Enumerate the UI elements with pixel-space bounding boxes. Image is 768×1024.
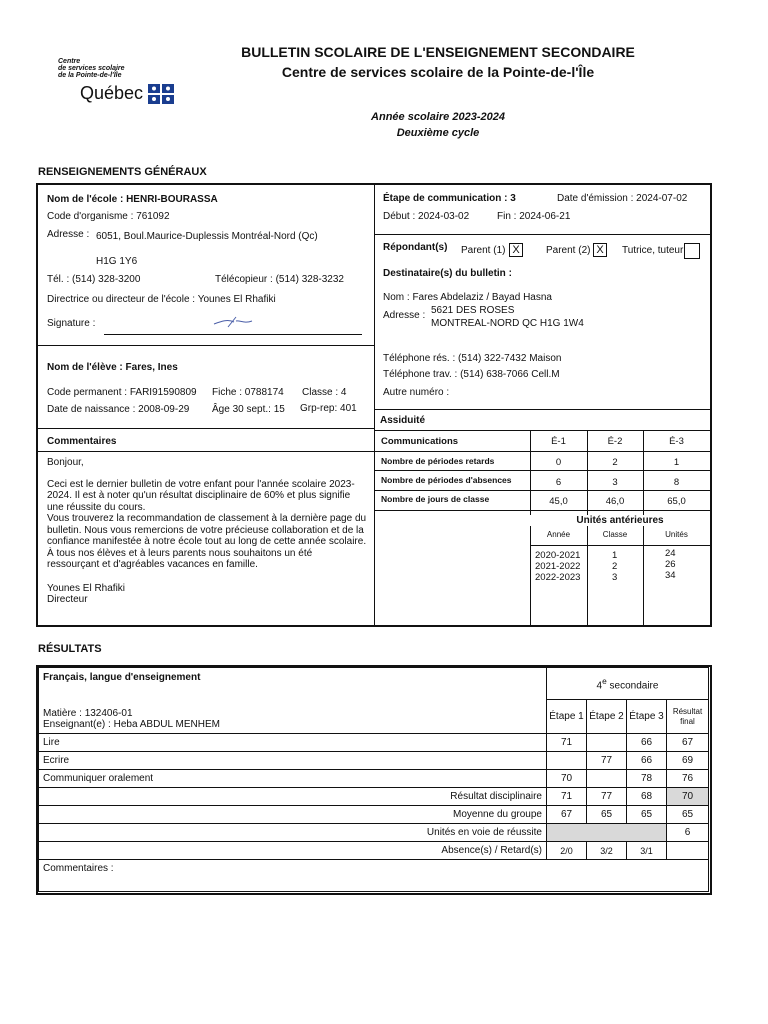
fleur-de-lys-flag-icon [148,84,174,104]
fin-row [497,211,570,222]
tel-trav-note: Cell.M [531,369,560,380]
unites-head-unites: Unités [665,530,688,539]
grade-cell: 76 [667,770,709,788]
etape-row [383,193,516,204]
director-label: Directrice ou directeur de l'école : [47,294,196,305]
grade-cell [547,752,587,770]
unites-class: 1 [612,550,618,561]
assiduite-head-e1: É-1 [551,436,566,447]
abs-cell: 3/2 [587,842,627,860]
parent1-checkbox[interactable]: X [509,243,523,257]
student-name: Fares, Ines [125,362,178,373]
logo-quebec: Québec [80,83,144,103]
assiduite-head-e3: É-3 [669,436,684,447]
debut-label: Début : [383,211,416,222]
dob: 2008-09-29 [138,404,190,415]
org-code-row [47,211,170,222]
fiche-label: Fiche : [212,387,243,398]
tel-res-note: Maison [529,353,562,364]
recipient-address-line2: MONTREAL-NORD QC H1G 1W4 [431,318,584,329]
grade-cell: 67 [667,734,709,752]
jours-e3: 65,0 [667,496,686,507]
age: 15 [273,404,285,415]
school-address-line2: H1G 1Y6 [96,256,138,267]
competency-label: Ecrire [39,752,547,770]
moy-cell: 65 [627,806,667,824]
unites-class: 3 [612,572,618,583]
results-section-title: RÉSULTATS [38,643,102,655]
grade-cell: 66 [627,734,667,752]
unites-unit: 34 [665,570,676,581]
unites-title: Unités antérieures [530,515,710,526]
moy-cell: 65 [587,806,627,824]
matiere-label: Matière : [43,708,82,719]
teacher: Heba ABDUL MENHEM [113,719,220,730]
retards-e1: 0 [555,457,562,468]
age-row [212,404,285,415]
unites-units [665,548,676,581]
tel-res-row [383,353,561,364]
comments-title: Commentaires [47,436,117,447]
absences-e3: 8 [673,477,680,488]
school-name: HENRI-BOURASSA [126,194,218,205]
disc-label: Résultat disciplinaire [39,788,547,806]
abs-label: Absence(s) / Retard(s) [39,842,547,860]
etape: 3 [510,193,516,204]
grade-cell: 66 [627,752,667,770]
tel-trav-label: Téléphone trav. : [383,369,458,380]
unites-unit: 26 [665,559,676,570]
recipient-address-label: Adresse : [383,310,426,321]
tel-res: (514) 322-7432 [458,353,527,364]
table-row [39,806,709,824]
school-tel-row [47,274,140,285]
disc-cell: 68 [627,788,667,806]
destinataires-label: Destinataire(s) du bulletin : [383,268,512,279]
abs-cell: 3/1 [627,842,667,860]
director-row [47,294,276,305]
table-row [39,752,709,770]
unites-reussite-label: Unités en voie de réussite [39,824,547,842]
school-address-line1: 6051, Boul.Maurice-Duplessis Montréal-Nord (Qc) [96,231,318,242]
debut-row [383,211,469,222]
emission: 2024-07-02 [636,193,688,204]
fiche-row [212,387,284,398]
cycle: Deuxième cycle [396,127,480,139]
grp: 401 [340,403,357,414]
grade-cell: 78 [627,770,667,788]
school-year: Année scolaire 2023-2024 [371,111,505,123]
logo-text-line1: Centre [58,58,81,65]
general-section-title: RENSEIGNEMENTS GÉNÉRAUX [38,166,207,178]
subject-cell [39,668,547,700]
fax-value: (514) 328-3232 [275,274,344,285]
col-etape3: Étape 3 [627,700,667,734]
unites-reussite-value: 6 [667,824,709,842]
school-label: Nom de l'école : [47,194,124,205]
student-name-label: Nom de l'élève : [47,362,123,373]
tel-res-label: Téléphone rés. : [383,353,456,364]
abs-cell-empty [667,842,709,860]
tel-trav-row [383,369,560,380]
logo-text-line2: de services scolaire [58,65,125,72]
grade-cell: 77 [587,752,627,770]
tel-value: (514) 328-3200 [72,274,141,285]
unites-year: 2021-2022 [535,561,581,572]
competency-label: Lire [39,734,547,752]
jours-e2: 46,0 [605,496,625,507]
fiche: 0788174 [244,387,284,398]
school-logo [58,58,178,108]
unites-class: 2 [612,561,618,572]
retards-label: Nombre de périodes retards [381,456,495,466]
unites-year: 2022-2023 [535,572,581,583]
level-text: secondaire [609,680,659,692]
recipient-name: Fares Abdelaziz / Bayad Hasna [412,292,552,303]
results-comments-label: Commentaires : [43,863,114,874]
comments-greeting: Bonjour, [47,457,84,468]
col-etape2: Étape 2 [587,700,627,734]
autre-numero-label: Autre numéro : [383,387,450,398]
classe-row [302,387,346,398]
grp-label: Grp-rep: [300,403,338,414]
recipient-address-line1: 5621 DES ROSES [431,305,515,316]
assiduite-head-label: Communications [381,436,459,447]
unites-classes [612,550,617,583]
recipient-name-label: Nom : [383,292,410,303]
table-row [39,842,709,860]
fin-label: Fin : [497,211,517,222]
comments-paragraph-2: Vous trouverez la recommandation de classement à la dernière page du bulletin. Nous vous remercions de votre précieuse collaboration et de la confiance manifestée à notre école tout au long de cette année scolaire. À tous nos élèves et à leurs parents nous souhaitons un été ressourçant et d'agréables vacances en famille. [47,513,367,570]
debut: 2024-03-02 [418,211,470,222]
student-name-row [47,362,178,373]
moy-cell: 67 [547,806,587,824]
logo-text-line3: de la Pointe-de-l'Île [58,72,122,79]
unites-reussite-blank [547,824,667,842]
absences-label: Nombre de périodes d'absences [381,475,512,485]
signature-image [212,315,256,329]
parent1-label: Parent (1) [461,245,506,256]
competency-label: Communiquer oralement [39,770,547,788]
parent2-checkbox[interactable]: X [593,243,607,257]
moy-cell: 65 [667,806,709,824]
parent2-label: Parent (2) [546,245,591,256]
school-address-label: Adresse : [47,229,90,240]
jours-label: Nombre de jours de classe [381,494,490,504]
fin: 2024-06-21 [519,211,571,222]
signature-label: Signature : [47,318,96,329]
col-final [667,700,709,734]
dob-row [47,404,189,415]
table-row [39,788,709,806]
col-final-line1: Résultat [672,706,703,716]
tel-trav: (514) 638-7066 [460,369,529,380]
classe-label: Classe : [302,387,339,398]
grp-row [300,403,357,414]
tel-label: Tél. : [47,274,70,285]
grade-cell: 69 [667,752,709,770]
grade-cell [587,770,627,788]
results-table [38,667,709,892]
level-num: 4 [596,680,603,692]
school-fax-row [215,274,344,285]
tutor-checkbox[interactable] [684,243,700,259]
grade-cell [587,734,627,752]
table-row [39,734,709,752]
disc-final-cell: 70 [667,788,709,806]
col-etape1: Étape 1 [547,700,587,734]
emission-label: Date d'émission : [557,193,634,204]
unites-year: 2020-2021 [535,550,581,561]
etape-label: Étape de communication : [383,193,508,204]
absences-e1: 6 [555,477,562,488]
retards-e3: 1 [673,457,680,468]
org-code-label: Code d'organisme : [47,211,134,222]
grade-cell: 71 [547,734,587,752]
perm-code-row [47,387,197,398]
moy-label: Moyenne du groupe [39,806,547,824]
dob-label: Date de naissance : [47,404,136,415]
results-comments-cell [39,860,709,892]
level-cell [547,668,709,700]
report-subtitle: Centre de services scolaire de la Pointe-de-l'Île [281,64,595,80]
unites-unit: 24 [665,548,676,559]
disc-cell: 77 [587,788,627,806]
subject-name: Français, langue d'enseignement [43,672,201,683]
comments-paragraph-1: Ceci est le dernier bulletin de votre enfant pour l'année scolaire 2023-2024. Il est à noter qu'un résultat disciplinaire de 60% et plus signifie une réussite du cours. [47,478,355,513]
grade-cell: 70 [547,770,587,788]
table-row [39,770,709,788]
unites-years [535,550,580,583]
unites-head-classe: Classe [602,530,628,539]
emission-row [557,193,687,204]
school-name-row [47,194,218,205]
assiduite-title: Assiduité [380,415,426,426]
matiere-cell [39,700,547,734]
absences-e2: 3 [612,477,618,488]
classe: 4 [340,387,347,398]
repondants-label: Répondant(s) [383,242,448,253]
teacher-label: Enseignant(e) : [43,719,111,730]
org-code: 761092 [136,211,170,222]
level-sup: e [602,675,607,686]
comments-sign-name: Younes El Rhafiki [47,582,126,594]
report-title: BULLETIN SCOLAIRE DE L'ENSEIGNEMENT SECONDAIRE [241,44,635,60]
comments-body [47,457,367,606]
retards-e2: 2 [612,457,618,468]
abs-cell: 2/0 [547,842,587,860]
perm-code-label: Code permanent : [47,387,128,398]
recipient-name-row [383,292,552,303]
matiere: 132406-01 [84,708,133,719]
unites-head-annee: Année [546,530,571,539]
table-row [39,824,709,842]
director-name: Younes El Rhafiki [197,294,276,305]
jours-e1: 45,0 [549,496,568,507]
disc-cell: 71 [547,788,587,806]
tutor-label: Tutrice, tuteur [622,245,684,256]
comments-sign-title: Directeur [47,594,88,605]
fax-label: Télécopieur : [215,274,273,285]
assiduite-head-e2: É-2 [607,436,623,447]
age-label: Âge 30 sept.: [212,404,271,415]
col-final-line2: final [680,716,695,726]
perm-code: FARI91590809 [129,387,197,398]
